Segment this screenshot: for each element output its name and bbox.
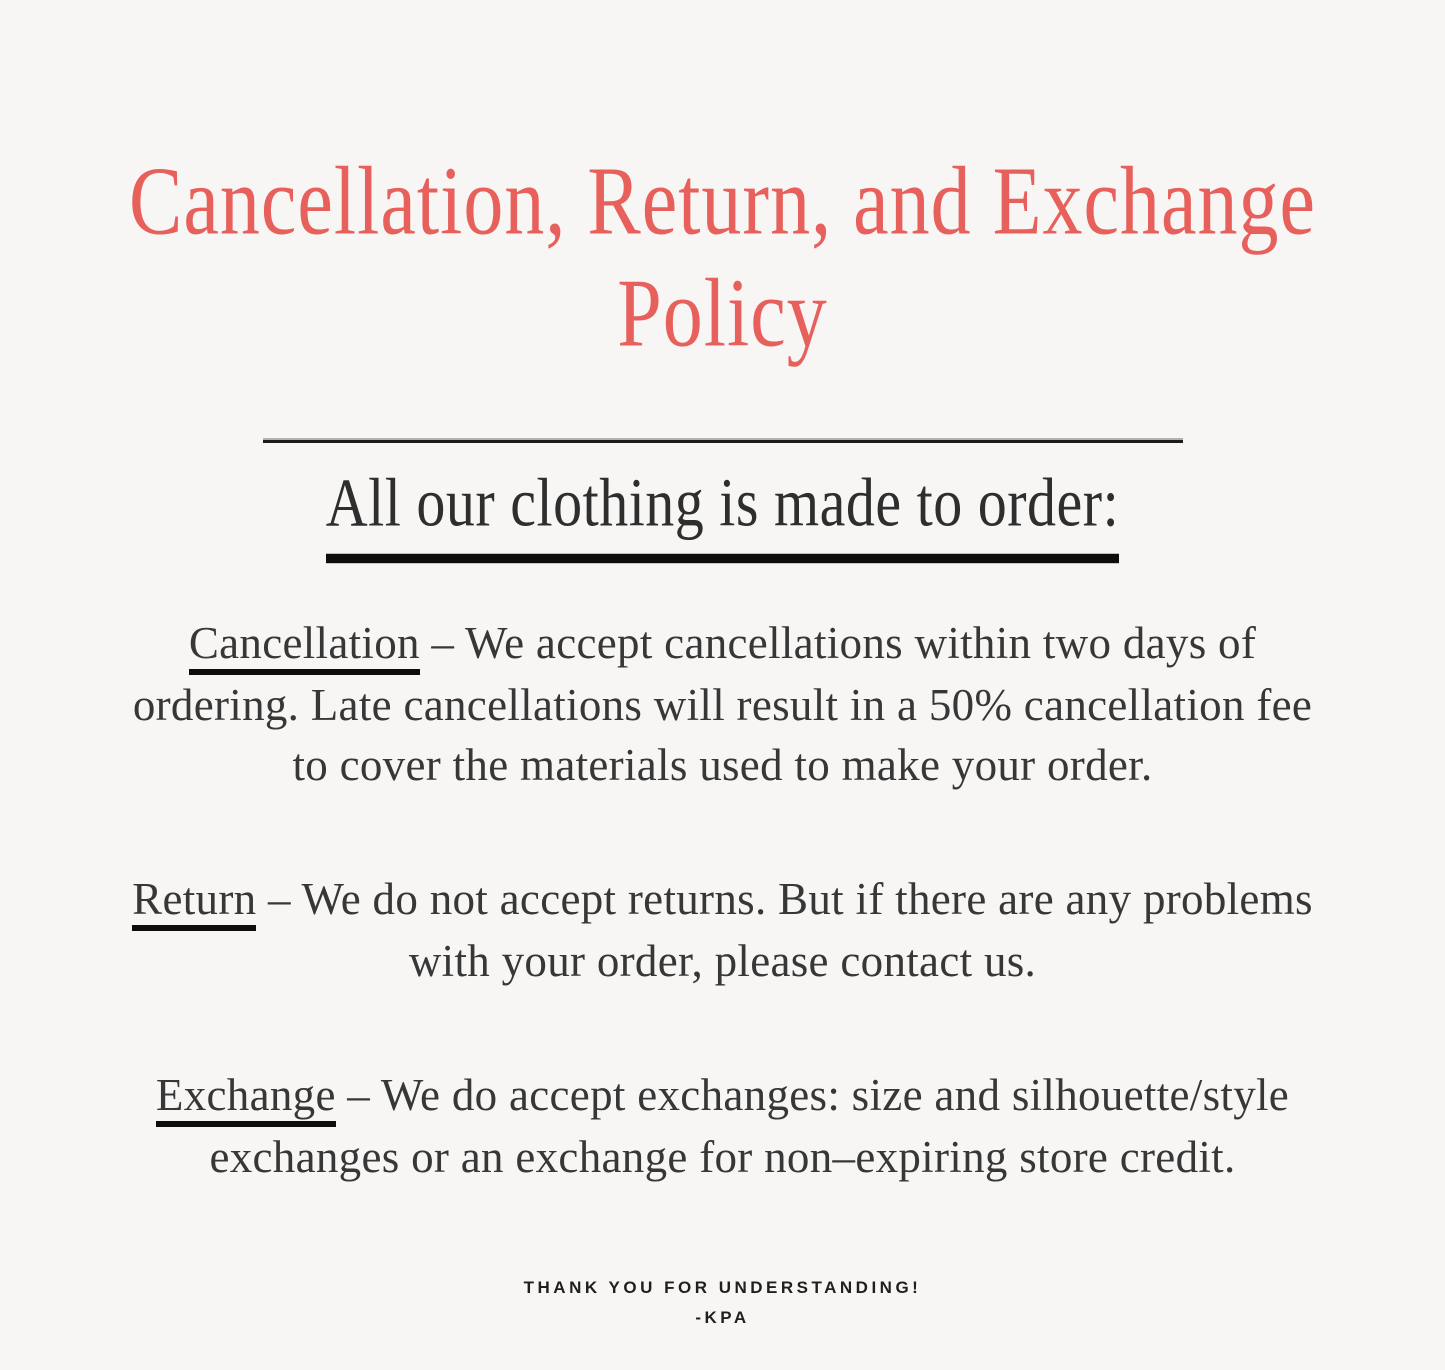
cancellation-paragraph: [133, 613, 1312, 795]
page-title-line1: Cancellation, Return, and Exchange: [129, 148, 1316, 256]
return-after-lead: – We do not accept returns. But if there are any problems: [268, 873, 1313, 924]
page-title: [129, 146, 1316, 370]
footer-note: [524, 1273, 922, 1333]
return-paragraph: [132, 869, 1313, 991]
exchange-paragraph: [156, 1065, 1289, 1187]
footer-signature: -KPA: [695, 1308, 750, 1328]
cancellation-paragraph-line3: to cover the materials used to make your order.: [292, 739, 1153, 790]
return-paragraph-line1: [132, 869, 1313, 931]
subheading: [326, 457, 1119, 563]
exchange-lead: Exchange: [156, 1072, 336, 1127]
cancellation-paragraph-line2: ordering. Late cancellations will result in a 50% cancellation fee: [132, 679, 1313, 730]
footer-thankyou-text: THANK YOU FOR UNDERSTANDING!: [523, 1278, 922, 1298]
exchange-paragraph-line1: [156, 1065, 1289, 1127]
cancellation-paragraph-line1: [133, 613, 1312, 675]
page-title-line2: Policy: [617, 260, 828, 368]
cancellation-after-lead: – We accept cancellations within two days of: [431, 617, 1257, 668]
exchange-paragraph-line2: exchanges or an exchange for non–expiring store credit.: [209, 1132, 1236, 1183]
return-lead: Return: [132, 876, 256, 931]
exchange-after-lead: – We do accept exchanges: size and silhouette/style: [347, 1070, 1290, 1121]
title-divider-line: [263, 440, 1183, 443]
cancellation-lead: Cancellation: [189, 620, 420, 675]
subheading-text: All our clothing is made to order:: [326, 457, 1119, 563]
return-paragraph-line2: with your order, please contact us.: [408, 936, 1037, 987]
